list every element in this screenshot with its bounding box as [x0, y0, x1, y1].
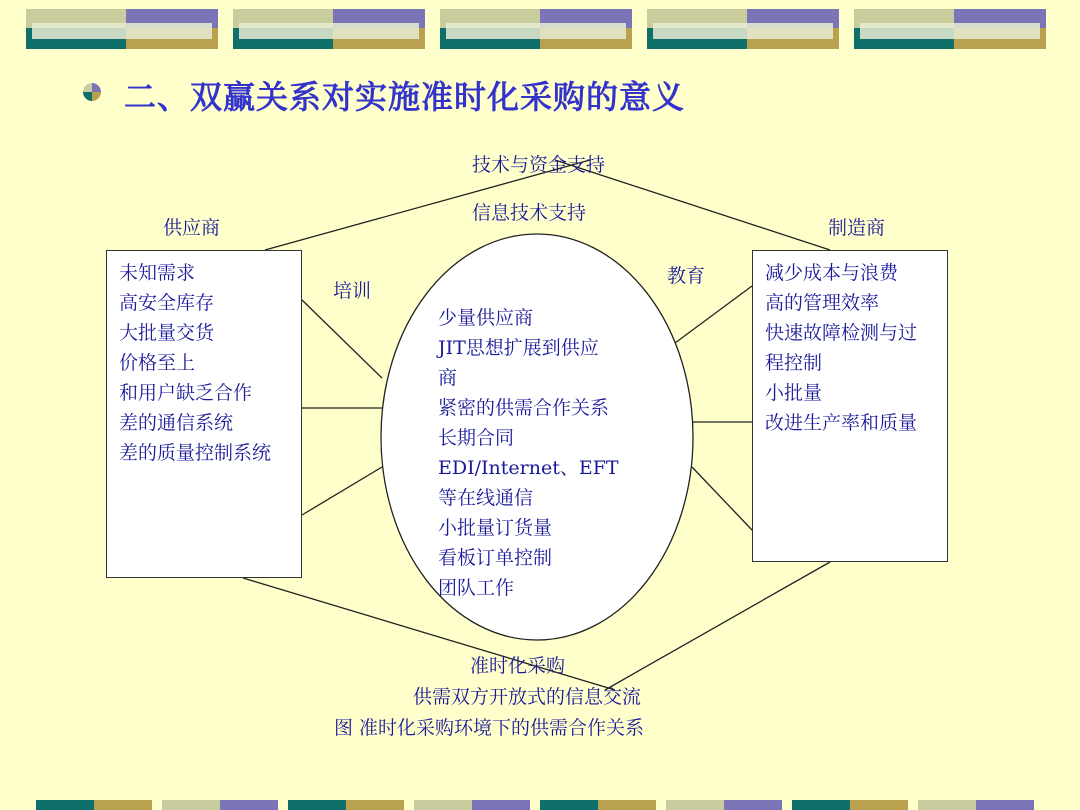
- education-label: 教育: [667, 265, 706, 287]
- footer-tile: [220, 800, 278, 810]
- footer-tile: [540, 800, 598, 810]
- list-item: 团队工作: [438, 577, 515, 599]
- bottom-label-jit: 准时化采购: [470, 655, 566, 677]
- footer-tile: [414, 800, 472, 810]
- list-item: 看板订单控制: [438, 547, 553, 569]
- footer-tile: [346, 800, 404, 810]
- list-item: 少量供应商: [438, 307, 534, 329]
- list-item: 小批量订货量: [438, 517, 553, 539]
- figure-caption: 图 准时化采购环境下的供需合作关系: [334, 717, 645, 739]
- list-item: 程控制: [765, 352, 823, 374]
- footer-tile: [850, 800, 908, 810]
- page-title: 二、双赢关系对实施准时化采购的意义: [124, 78, 686, 116]
- list-item: 长期合同: [438, 427, 515, 449]
- list-item: 等在线通信: [438, 487, 534, 509]
- list-item: 差的质量控制系统: [119, 442, 272, 464]
- footer-tile: [94, 800, 152, 810]
- footer-tile: [472, 800, 530, 810]
- list-item: 商: [438, 367, 458, 389]
- footer-tile: [918, 800, 976, 810]
- list-item: 高安全库存: [119, 292, 215, 314]
- footer-tile: [288, 800, 346, 810]
- list-item: 减少成本与浪费: [765, 262, 899, 284]
- list-item: EDI/Internet、EFT: [438, 457, 619, 479]
- footer-tile: [36, 800, 94, 810]
- list-item: 价格至上: [119, 352, 196, 374]
- footer-tile: [666, 800, 724, 810]
- list-item: JIT思想扩展到供应: [438, 337, 599, 359]
- footer-tile: [976, 800, 1034, 810]
- footer-tile: [598, 800, 656, 810]
- supplier-list: [119, 258, 271, 468]
- center-top-label: 信息技术支持: [472, 202, 587, 224]
- list-item: 大批量交货: [119, 322, 215, 344]
- footer-tile: [162, 800, 220, 810]
- list-item: 和用户缺乏合作: [119, 382, 253, 404]
- manufacturer-list: [765, 258, 917, 438]
- top-label: 技术与资金支持: [472, 154, 606, 176]
- training-label: 培训: [333, 280, 372, 302]
- list-item: 改进生产率和质量: [765, 412, 918, 434]
- list-item: 快速故障检测与过: [765, 322, 918, 344]
- list-item: 高的管理效率: [765, 292, 880, 314]
- manufacturer-label: 制造商: [828, 217, 886, 239]
- list-item: 未知需求: [119, 262, 196, 284]
- list-item: 小批量: [765, 382, 823, 404]
- list-item: 差的通信系统: [119, 412, 234, 434]
- center-list: [438, 303, 619, 603]
- supplier-label: 供应商: [163, 217, 221, 239]
- footer-tile: [724, 800, 782, 810]
- list-item: 紧密的供需合作关系: [438, 397, 610, 419]
- footer-tile: [792, 800, 850, 810]
- bottom-label-info: 供需双方开放式的信息交流: [413, 686, 642, 708]
